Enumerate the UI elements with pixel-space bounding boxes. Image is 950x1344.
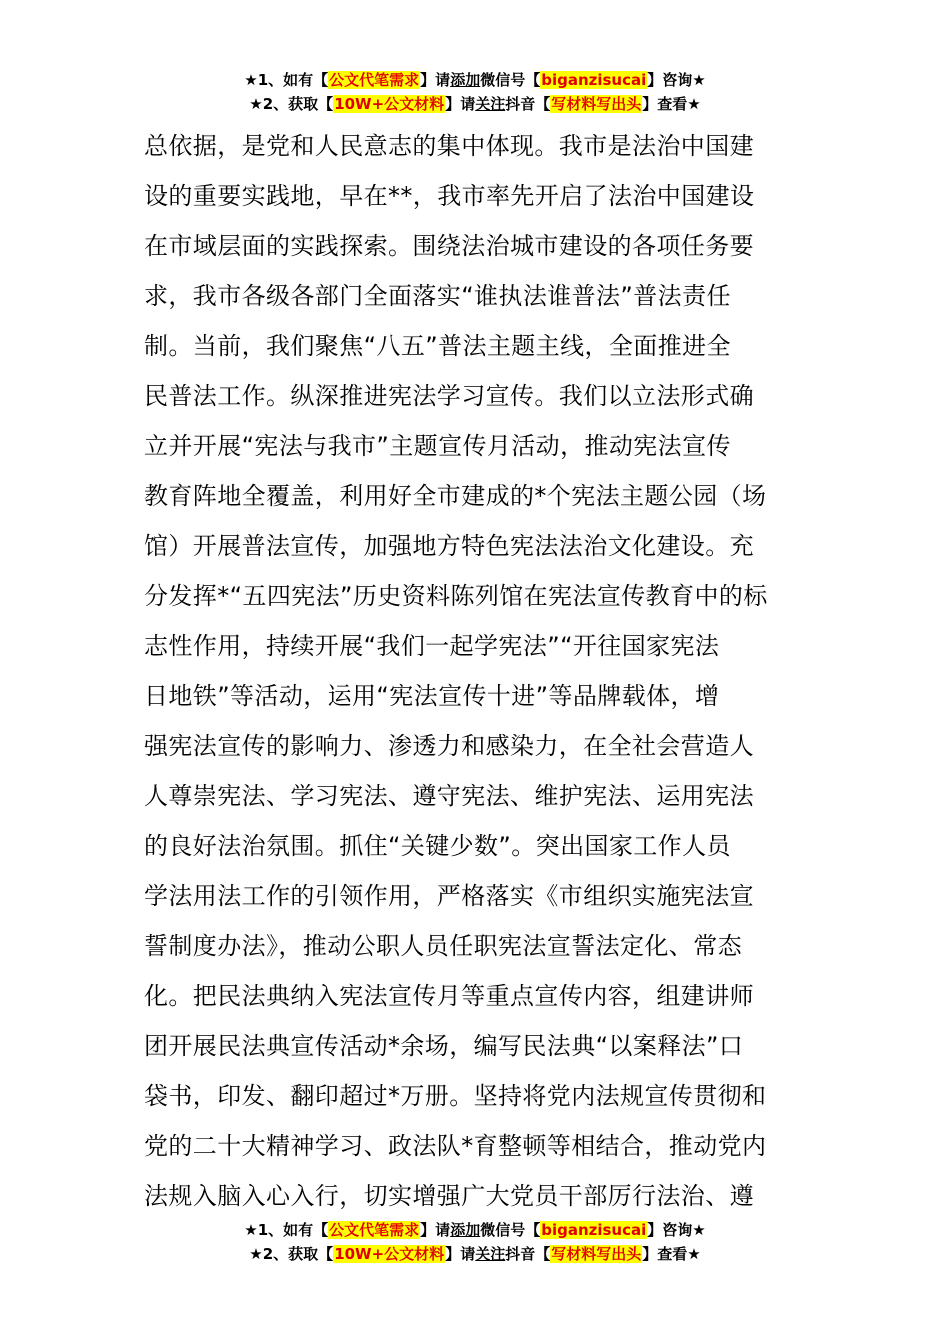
body-line: 总依据，是党和人民意志的集中体现。我市是法治中国建 xyxy=(144,132,754,160)
body-line: 求，我市各级各部门全面落实“谁执法谁普法”普法责任 xyxy=(144,282,731,310)
body-line: 馆）开展普法宣传，加强地方特色宪法法治文化建设。充 xyxy=(144,532,754,560)
highlight-materials: 10W+公文材料 xyxy=(334,95,445,113)
body-line: 日地铁”等活动，运用“宪法宣传十进”等品牌载体，增 xyxy=(144,682,720,710)
banner-line-1: ★1、如有【公文代笔需求】请添加微信号【biganzisucai】咨询★ xyxy=(244,71,706,89)
body-line: 立并开展“宪法与我市”主题宣传月活动，推动宪法宣传 xyxy=(144,432,731,460)
banner-line-1: ★1、如有【公文代笔需求】请添加微信号【biganzisucai】咨询★ xyxy=(244,1221,706,1239)
banner-line-2: ★2、获取【10W+公文材料】请关注抖音【写材料写出头】查看★ xyxy=(249,95,701,113)
footer-banner xyxy=(0,1218,950,1266)
body-line: 民普法工作。纵深推进宪法学习宣传。我们以立法形式确 xyxy=(144,382,754,410)
body-line: 制。当前，我们聚焦“八五”普法主题主线，全面推进全 xyxy=(144,332,731,360)
highlight-wechat-id: biganzisucai xyxy=(541,71,647,89)
banner-line-2: ★2、获取【10W+公文材料】请关注抖音【写材料写出头】查看★ xyxy=(249,1245,701,1263)
body-line: 法规入脑入心入行，切实增强广大党员干部厉行法治、遵 xyxy=(144,1182,754,1210)
header-banner xyxy=(0,68,950,116)
body-line: 党的二十大精神学习、政法队*育整顿等相结合，推动党内 xyxy=(144,1132,767,1160)
highlight-service: 公文代笔需求 xyxy=(329,1221,420,1239)
highlight-service: 公文代笔需求 xyxy=(329,71,420,89)
highlight-douyin-account: 写材料写出头 xyxy=(551,1245,642,1263)
body-line: 强宪法宣传的影响力、渗透力和感染力，在全社会营造人 xyxy=(144,732,754,760)
body-line: 分发挥*“五四宪法”历史资料陈列馆在宪法宣传教育中的标 xyxy=(144,582,768,610)
body-line: 志性作用，持续开展“我们一起学宪法”“开往国家宪法 xyxy=(144,632,720,660)
body-line: 袋书，印发、翻印超过*万册。坚持将党内法规宣传贯彻和 xyxy=(144,1082,767,1110)
body-line: 团开展民法典宣传活动*余场，编写民法典“以案释法”口 xyxy=(144,1032,744,1060)
body-line: 人尊崇宪法、学习宪法、遵守宪法、维护宪法、运用宪法 xyxy=(144,782,754,810)
body-line: 的良好法治氛围。抓住“关键少数”。突出国家工作人员 xyxy=(144,832,731,860)
highlight-materials: 10W+公文材料 xyxy=(334,1245,445,1263)
body-line: 设的重要实践地，早在**，我市率先开启了法治中国建设 xyxy=(144,182,755,210)
highlight-douyin-account: 写材料写出头 xyxy=(551,95,642,113)
body-line: 誓制度办法》，推动公职人员任职宪法宣誓法定化、常态 xyxy=(144,932,742,960)
body-line: 学法用法工作的引领作用，严格落实《市组织实施宪法宣 xyxy=(144,882,754,910)
highlight-wechat-id: biganzisucai xyxy=(541,1221,647,1239)
body-line: 教育阵地全覆盖，利用好全市建成的*个宪法主题公园（场 xyxy=(144,482,767,510)
body-line: 化。把民法典纳入宪法宣传月等重点宣传内容，组建讲师 xyxy=(144,982,754,1010)
document-body xyxy=(144,121,806,1221)
body-line: 在市域层面的实践探索。围绕法治城市建设的各项任务要 xyxy=(144,232,754,260)
